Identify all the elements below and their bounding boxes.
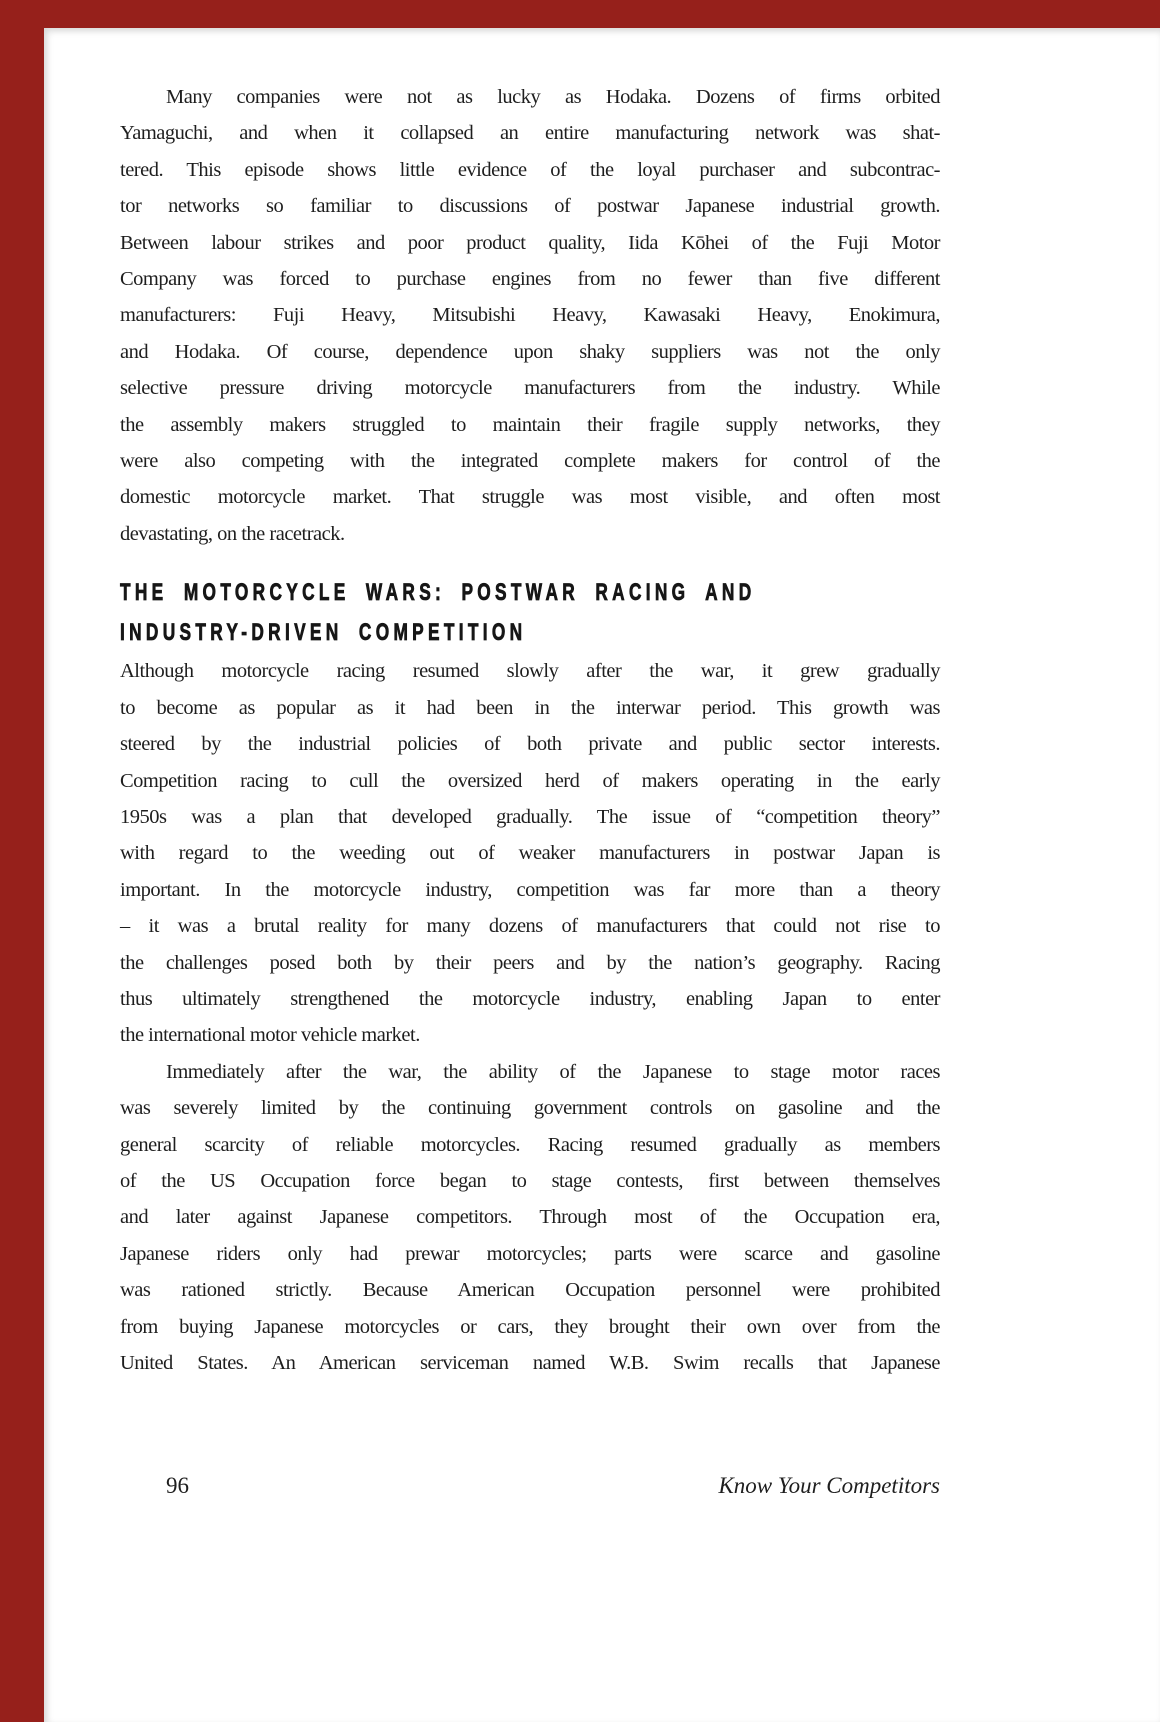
paragraph	[120, 653, 940, 1053]
cover-edge-left	[0, 0, 44, 1722]
text-line: important. In the motorcycle industry, competition was far more than a theory	[120, 878, 940, 901]
section-heading-line: THE MOTORCYCLE WARS: POSTWAR RACING AND	[120, 579, 756, 607]
text-line: Between labour strikes and poor product quality, Iida Kōhei of the Fuji Motor	[120, 231, 940, 254]
text-line: 1950s was a plan that developed gradually. The issue of “competition theory”	[120, 805, 940, 828]
text-line: United States. An American serviceman named W.B. Swim recalls that Japanese	[120, 1352, 940, 1374]
text-line: Although motorcycle racing resumed slowly after the war, it grew gradually	[120, 660, 940, 683]
text-line: tered. This episode shows little evidence of the loyal purchaser and subcontrac-	[120, 158, 940, 181]
text-line: domestic motorcycle market. That struggle was most visible, and often most	[120, 486, 940, 509]
text-line: – it was a brutal reality for many dozens of manufacturers that could not rise to	[120, 915, 940, 938]
text-line: was severely limited by the continuing government controls on gasoline and the	[120, 1097, 940, 1120]
text-line: were also competing with the integrated complete makers for control of the	[120, 450, 940, 473]
paragraph	[120, 1054, 940, 1382]
text-line: tor networks so familiar to discussions of postwar Japanese industrial growth.	[120, 195, 940, 218]
text-line: devastating, on the racetrack.	[120, 522, 345, 545]
text-line: Yamaguchi, and when it collapsed an entire manufacturing network was shat-	[120, 122, 940, 145]
text-line: to become as popular as it had been in the interwar period. This growth was	[120, 696, 940, 719]
text-line: the challenges posed both by their peers and by the nation’s geography. Racing	[120, 951, 940, 974]
section-heading-line: INDUSTRY-DRIVEN COMPETITION	[120, 619, 527, 647]
text-line: was rationed strictly. Because American Occupation personnel were prohibited	[120, 1279, 940, 1302]
text-line: the international motor vehicle market.	[120, 1024, 420, 1047]
text-line: general scarcity of reliable motorcycles. Racing resumed gradually as members	[120, 1133, 940, 1156]
page-footer	[120, 1471, 940, 1501]
text-line: and Hodaka. Of course, dependence upon shaky suppliers was not the only	[120, 340, 940, 363]
text-line: Immediately after the war, the ability of the Japanese to stage motor races	[166, 1060, 940, 1083]
text-line: with regard to the weeding out of weaker manufacturers in postwar Japan is	[120, 842, 940, 865]
text-line: and later against Japanese competitors. Through most of the Occupation era,	[120, 1206, 940, 1229]
text-line: selective pressure driving motorcycle manufacturers from the industry. While	[120, 377, 940, 400]
running-footer-title: Know Your Competitors	[718, 1473, 940, 1498]
text-line: manufacturers: Fuji Heavy, Mitsubishi Heavy, Kawasaki Heavy, Enokimura,	[120, 304, 940, 327]
text-line: Company was forced to purchase engines from no fewer than five different	[120, 268, 940, 291]
text-line: thus ultimately strengthened the motorcycle industry, enabling Japan to enter	[120, 987, 940, 1010]
page-number: 96	[166, 1473, 189, 1498]
text-column	[120, 0, 940, 1381]
paragraph	[120, 79, 940, 552]
text-line: of the US Occupation force began to stage contests, first between themselves	[120, 1169, 940, 1192]
text-line: steered by the industrial policies of both private and public sector interests.	[120, 733, 940, 756]
text-line: Japanese riders only had prewar motorcycles; parts were scarce and gasoline	[120, 1242, 940, 1265]
section-heading	[120, 573, 940, 653]
text-line: from buying Japanese motorcycles or cars, they brought their own over from the	[120, 1315, 940, 1338]
text-line: the assembly makers struggled to maintain their fragile supply networks, they	[120, 413, 940, 436]
text-line: Competition racing to cull the oversized herd of makers operating in the early	[120, 769, 940, 792]
text-line: Many companies were not as lucky as Hodaka. Dozens of firms orbited	[166, 86, 940, 108]
